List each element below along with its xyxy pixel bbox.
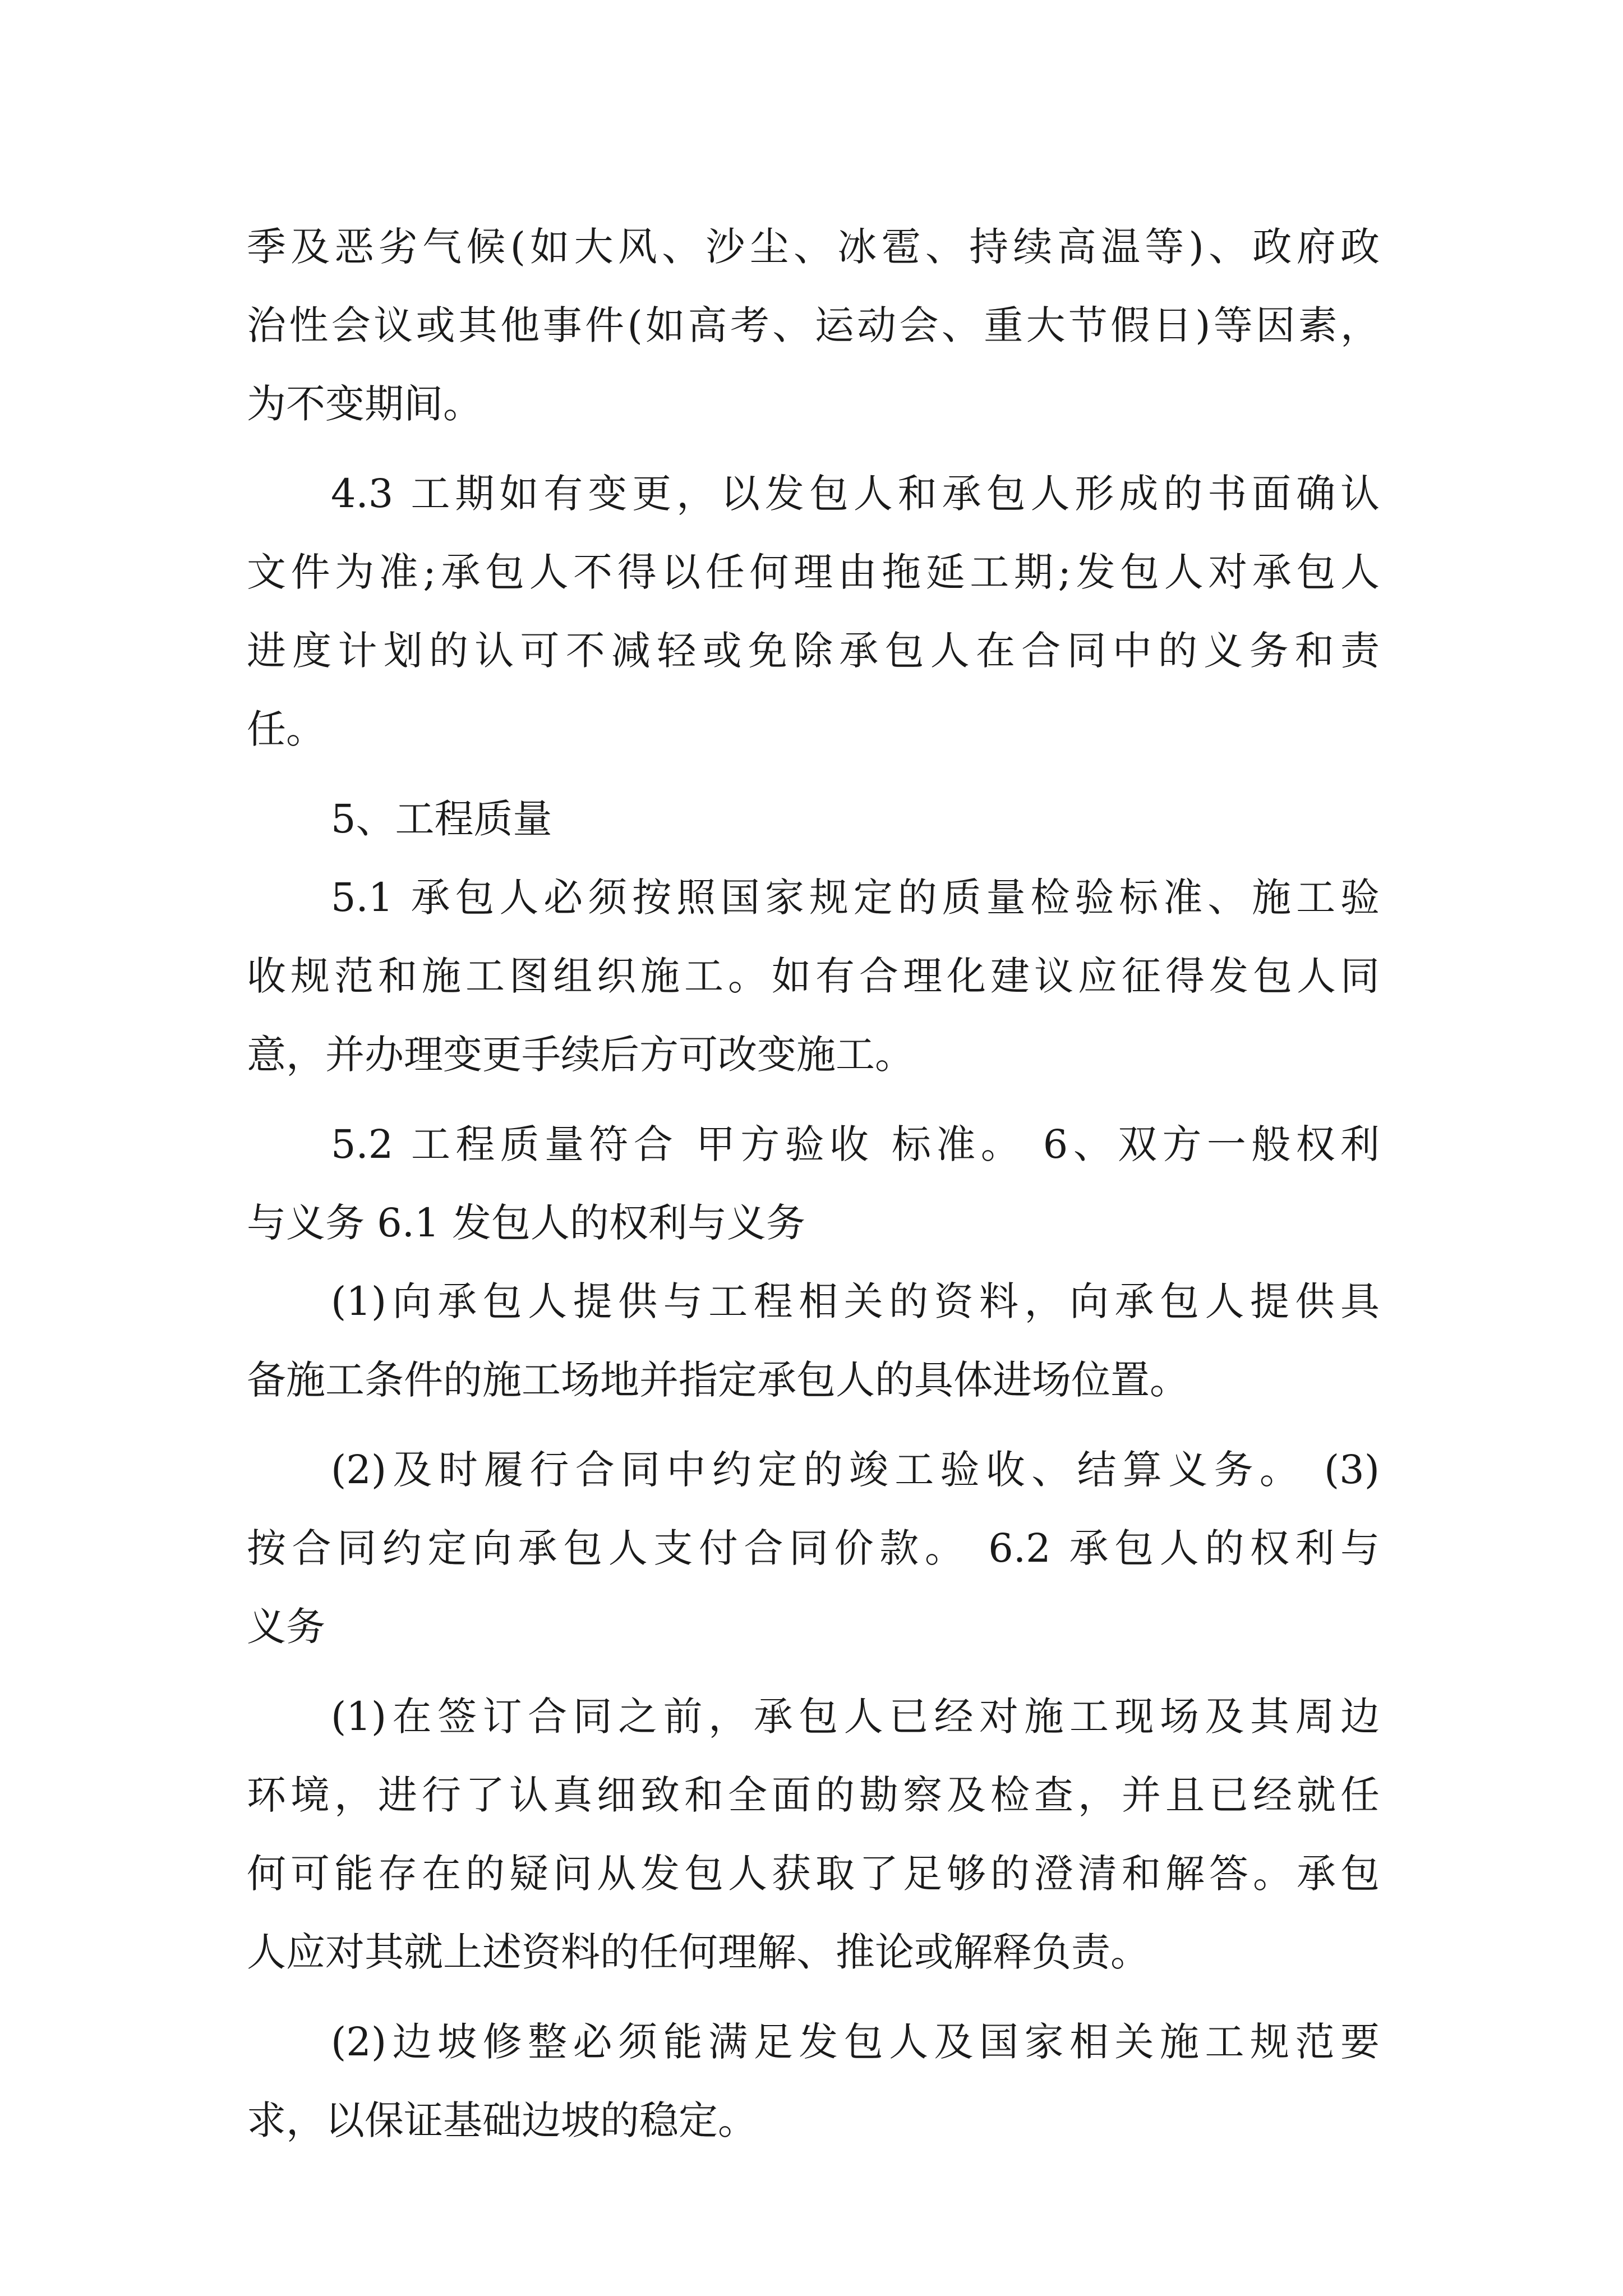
text-line: 按合同约定向承包人支付合同价款。 6.2 承包人的权利与: [247, 1525, 1380, 1571]
text-line: (1)向承包人提供与工程相关的资料，向承包人提供具: [331, 1278, 1380, 1324]
section-heading: 5、工程质量: [331, 796, 552, 842]
document-body: [247, 208, 1380, 2160]
text-line: 意，并办理变更手续后方可改变施工。: [247, 1032, 914, 1078]
text-line: 季及恶劣气候(如大风、沙尘、冰雹、持续高温等)、政府政: [247, 224, 1380, 270]
text-line: (2)及时履行合同中约定的竣工验收、结算义务。 (3): [331, 1447, 1380, 1493]
text-line: 人应对其就上述资料的任何理解、推论或解释负责。: [247, 1929, 1150, 1975]
text-line: 备施工条件的施工场地并指定承包人的具体进场位置。: [247, 1357, 1189, 1403]
text-line: 义务: [247, 1604, 325, 1650]
text-line: (1)在签订合同之前，承包人已经对施工现场及其周边: [331, 1694, 1380, 1740]
text-line: 治性会议或其他事件(如高考、运动会、重大节假日)等因素，: [247, 302, 1380, 348]
text-line: 为不变期间。: [247, 381, 482, 427]
text-line: 何可能存在的疑问从发包人获取了足够的澄清和解答。承包: [247, 1851, 1380, 1897]
text-line: 环境，进行了认真细致和全面的勘察及检查，并且已经就任: [247, 1772, 1380, 1818]
text-line: 5.2 工程质量符合 甲方验收 标准。 6、双方一般权利: [331, 1121, 1380, 1167]
text-line: 文件为准;承包人不得以任何理由拖延工期;发包人对承包人: [247, 549, 1380, 595]
text-line: 求，以保证基础边坡的稳定。: [247, 2097, 757, 2143]
text-line: 进度计划的认可不减轻或免除承包人在合同中的义务和责: [247, 628, 1380, 674]
text-line: 4.3 工期如有变更，以发包人和承包人形成的书面确认: [331, 471, 1380, 517]
text-line: 任。: [247, 706, 325, 752]
text-line: 收规范和施工图组织施工。如有合理化建议应征得发包人同: [247, 953, 1380, 999]
text-line: 与义务 6.1 发包人的权利与义务: [247, 1200, 805, 1246]
text-line: 5.1 承包人必须按照国家规定的质量检验标准、施工验: [331, 875, 1380, 921]
text-line: (2)边坡修整必须能满足发包人及国家相关施工规范要: [331, 2019, 1380, 2065]
